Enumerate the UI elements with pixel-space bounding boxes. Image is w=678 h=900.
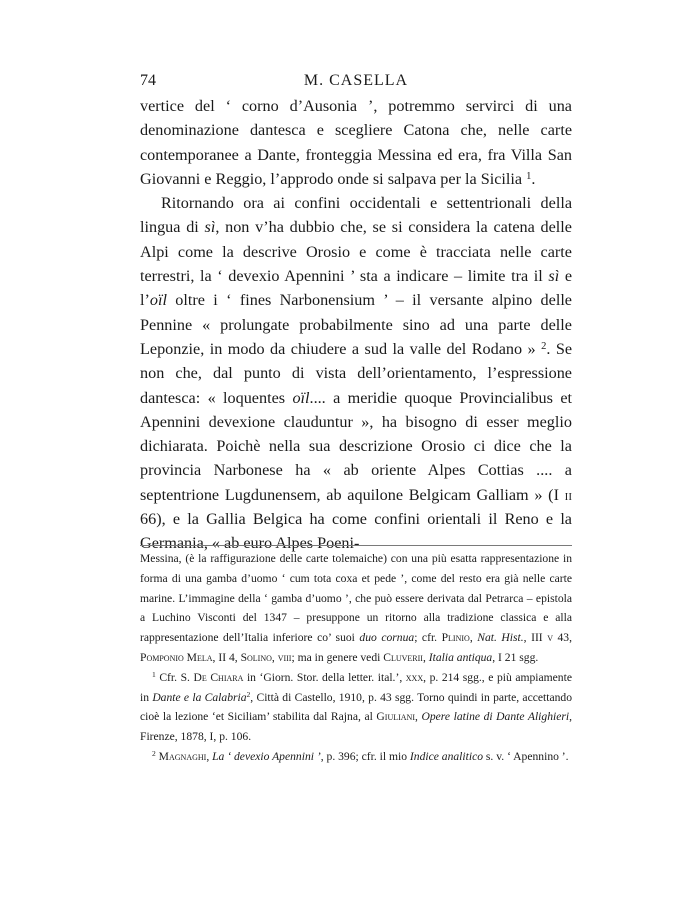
- page-header: [140, 72, 572, 92]
- text-run: ; ma in genere vedi: [291, 650, 384, 664]
- footnote-ref-1: 1: [526, 170, 532, 182]
- text-run: , p. 396; cfr. il mio: [320, 749, 410, 763]
- text-run: Cfr. S.: [155, 670, 194, 684]
- roman-numeral: xxx: [405, 670, 424, 684]
- text-run: e l’: [140, 267, 572, 310]
- page-number: 74: [140, 72, 156, 89]
- work-title: Indice analitico: [409, 749, 484, 763]
- text-run: . Se non che, dal punto di vista dell’orientamento, l’espressione dantesca: « loquentes: [140, 339, 573, 407]
- text-run: , II 4,: [212, 650, 241, 664]
- author-name: Solino: [240, 650, 272, 664]
- footnote-number: 1: [152, 670, 156, 680]
- text-run: vertice del ‘ corno d’Ausonia ’, potremmo servirci di una denominazione dantesca e scegliere Catona che, nelle carte contemporanee a Dante, fronteggia Messina ed era, fra Villa San Giovanni e Reggio, l’approdo onde si salpava per la Sicilia: [140, 97, 572, 188]
- edition-number: 2: [246, 689, 251, 699]
- text-run: oltre i ‘ fines Narbonensium ’ – il versante alpino delle Pennine « prolungate probabilmente sino ad una parte delle Leponzie, in modo da chiudere a sud la valle del Rodano »: [140, 291, 572, 358]
- text-run: ; cfr.: [414, 631, 442, 645]
- text-run: ,: [422, 650, 429, 664]
- italic-term: duo cornua: [359, 631, 415, 645]
- text-run: , p. 214 sgg., e più ampiamente in: [140, 670, 572, 704]
- footnote-separator: [140, 545, 572, 546]
- text-run: Messina, (è la raffigurazione delle carte tolemaiche) con una più esatta rappresentazione in forma di una gamba d’uomo ‘ cum tota coxa et pede ’, come del resto era già nelle carte marine. L’immagine della ‘ gamba d’uomo ’, che può essere derivata dal Petrarca – epistola a Luchino Visconti del 1347 – presuppone un ritorno alla tradizione classica e alla rappresentazione dell’Italia inferiore co’ suoi: [140, 552, 572, 645]
- footnote-1: [140, 668, 572, 747]
- text-run: ,: [271, 650, 278, 664]
- author-name: Pomponio Mela: [140, 650, 213, 664]
- work-title: La ‘ devexio Apennini ’: [212, 749, 321, 763]
- text-run: , Città di Castello, 1910, p. 43 sgg. Torno quindi in parte, accettando cioè la lezione ‘et Siciliam’ stabilita dal Rajna, al: [140, 690, 572, 724]
- text-run: ,: [415, 710, 422, 724]
- paragraph-2: [140, 191, 572, 555]
- author-name: De Chiara: [193, 670, 244, 684]
- work-title: Opere latine di Dante Alighieri: [421, 710, 570, 724]
- author-name: Plinio: [441, 631, 470, 645]
- roman-numeral: viii: [277, 650, 292, 664]
- text-run: ,: [469, 631, 478, 645]
- text-run: , non v’ha dubbio che, se si considera la catena delle Alpi come la descrive Orosio e come è tracciata nelle carte terrestri, la ‘ devexio Apennini ’ sta a indicare – limite tra il: [140, 218, 572, 286]
- work-title: Italia antiqua: [428, 650, 493, 664]
- footnote-number: 2: [152, 749, 156, 759]
- text-run: 66), e la Gallia Belgica ha come confini orientali il Reno e la Germania, « ab euro Alpes Poeni-: [140, 510, 572, 553]
- main-text: [140, 94, 572, 556]
- paragraph-1: [140, 94, 572, 191]
- text-run: 43,: [552, 631, 573, 645]
- footnotes: [140, 549, 572, 767]
- work-title: Nat. Hist.: [477, 631, 524, 645]
- text-run: ,: [206, 749, 213, 763]
- italic-term: sì: [548, 267, 560, 286]
- author-name: Cluverii: [383, 650, 423, 664]
- running-head: M. CASELLA: [303, 72, 409, 89]
- work-title: Dante e la Calabria: [152, 690, 247, 704]
- text-run: , I 21 sgg.: [492, 650, 539, 664]
- italic-term: oïl: [292, 388, 310, 407]
- footnote-continuation: [140, 549, 572, 668]
- text-run: Ritornando ora ai confini occidentali e settentrionali della lingua di: [140, 194, 572, 237]
- author-name: Giuliani: [376, 710, 415, 724]
- author-name: Magnaghi: [158, 749, 207, 763]
- text-run: .: [531, 169, 536, 188]
- text-run: , Firenze, 1878, I, p. 106.: [140, 710, 573, 744]
- text-run: in ‘Giorn. Stor. della letter. ital.’,: [243, 670, 406, 684]
- roman-numeral: v: [547, 631, 553, 645]
- text-run: s. v. ‘ Apennino ’.: [483, 749, 569, 763]
- roman-numeral: ii: [564, 485, 572, 504]
- footnote-ref-2: 2: [541, 340, 547, 352]
- text-run: .... a meridie quoque Provincialibus et Apennini devexione clauduntur », ha bisogno di esser meglio dichiarata. Poichè nella sua descrizione Orosio ci dice che la provincia Narbonese ha « ab oriente Alpes Cottias .... a septentrione Lugdunensem, ab aquilone Belgicam Galliam » (I: [140, 388, 572, 504]
- footnote-2: [140, 747, 572, 767]
- italic-term: oïl: [149, 291, 167, 310]
- text-run: , III: [523, 631, 548, 645]
- italic-term: sì: [204, 218, 216, 237]
